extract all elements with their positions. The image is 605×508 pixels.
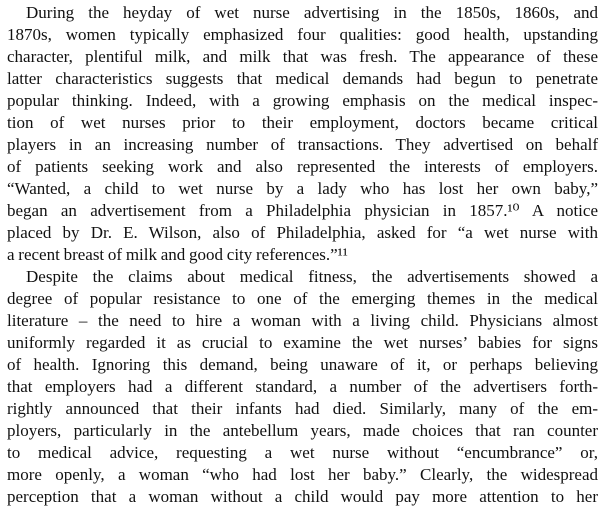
- text-line: Despite the claims about medical fitness, the advertisements showed a: [26, 267, 598, 286]
- text-line: placed by Dr. E. Wilson, also of Philadelphia, asked for “a wet nurse with: [7, 223, 598, 242]
- text-line: a recent breast of milk and good city references.”¹¹: [7, 245, 348, 264]
- text-line: to medical advice, requesting a wet nurse without “encumbrance” or,: [7, 443, 598, 462]
- text-line: that employers had a different standard, a number of the advertisers forth-: [7, 377, 598, 396]
- text-line: ployers, particularly in the antebellum years, made choices that ran counter: [7, 421, 598, 440]
- text-line: popular thinking. Indeed, with a growing emphasis on the medical inspec-: [7, 91, 598, 110]
- paragraph-2: [7, 266, 598, 508]
- text-line: uniformly regarded it as crucial to examine the wet nurses’ babies for signs: [7, 333, 598, 352]
- text-line: latter characteristics suggests that medical demands had begun to penetrate: [7, 69, 598, 88]
- text-line: of health. Ignoring this demand, being unaware of it, or perhaps believing: [7, 355, 598, 374]
- text-line: rightly announced that their infants had died. Similarly, many of the em-: [7, 399, 598, 418]
- text-line: began an advertisement from a Philadelphia physician in 1857.¹⁰ A notice: [7, 201, 598, 220]
- text-line: 1870s, women typically emphasized four qualities: good health, upstanding: [7, 25, 598, 44]
- text-line: During the heyday of wet nurse advertising in the 1850s, 1860s, and: [26, 3, 598, 22]
- text-line: “Wanted, a child to wet nurse by a lady who has lost her own baby,”: [7, 179, 598, 198]
- text-line: perception that a woman without a child would pay more attention to her: [7, 487, 598, 506]
- text-line: more openly, a woman “who had lost her baby.” Clearly, the widespread: [7, 465, 598, 484]
- paragraph-1: [7, 2, 598, 266]
- text-line: degree of popular resistance to one of the emerging themes in the medical: [7, 289, 598, 308]
- text-line: players in an increasing number of transactions. They advertised on behalf: [7, 135, 598, 154]
- text-line: tion of wet nurses prior to their employment, doctors became critical: [7, 113, 598, 132]
- text-line: character, plentiful milk, and milk that was fresh. The appearance of these: [7, 47, 598, 66]
- text-line: literature – the need to hire a woman with a living child. Physicians almost: [7, 311, 598, 330]
- text-line: of patients seeking work and also represented the interests of employers.: [7, 157, 598, 176]
